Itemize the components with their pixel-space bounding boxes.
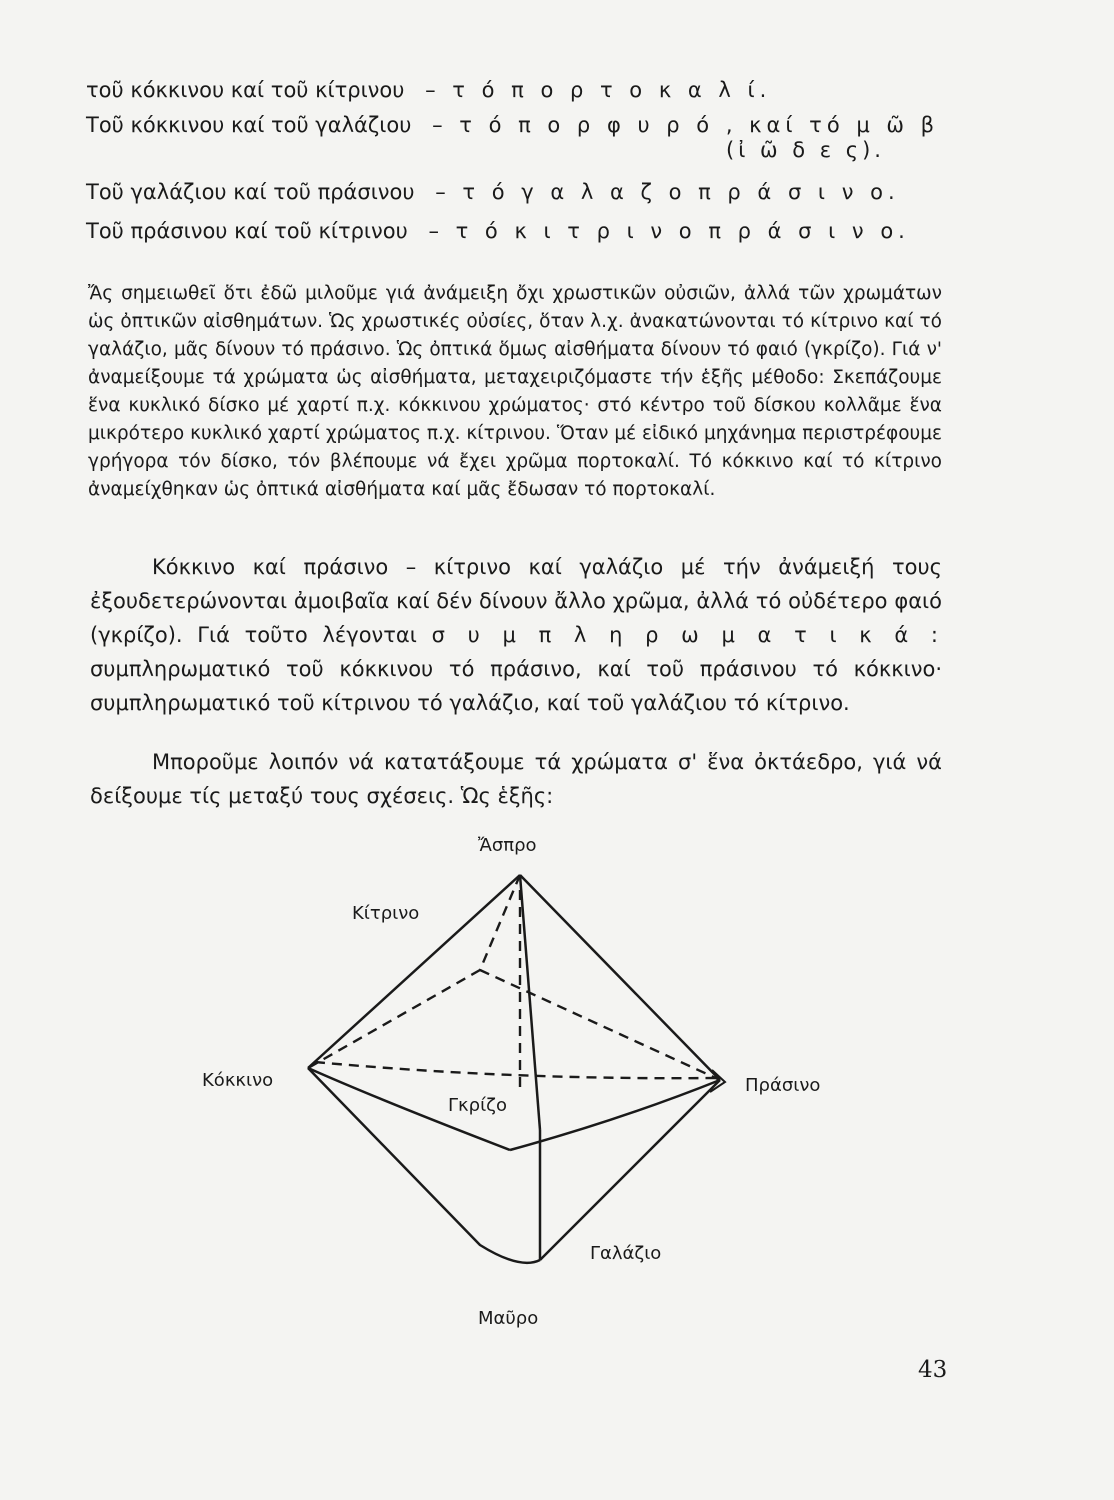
edge-blue-green [510,1080,720,1150]
page-number: 43 [918,1357,948,1383]
edge-red-green-dashed [315,1062,715,1078]
mixture-line-bluegreen [86,180,900,204]
complementary-text: Κόκκινο καί πράσινο – κίτρινο καί γαλάζιο μέ τήν ἀνάμειξή τους ἐξουδετερώνονται ἀμοιβαῖα καί δέν δίνουν ἄλλο χρῶμα, ἀλλά τό οὐδέτερο φαιό (γκρίζο). Γιά τοῦτο λέγονται [90,555,942,647]
label-black: Μαῦρο [478,1308,539,1329]
mixture-line-orange [86,78,771,102]
label-blue: Γαλάζιο [590,1243,662,1264]
mixture-result: – τ ό π ο ρ φ υ ρ ό , καί τό μ ῶ β [432,113,940,137]
edge-white-green [520,875,720,1080]
label-gray: Γκρίζο [448,1095,507,1116]
label-yellow: Κίτρινο [352,903,420,924]
octahedron-paragraph: Μποροῦμε λοιπόν νά κατατάξουμε τά χρώματα σ' ἕνα ὀκτάεδρο, γιά νά δείξουμε τίς μεταξύ τους σχέσεις. Ὡς ἑξῆς: [90,750,942,808]
mixture-line-yellowgreen [86,219,910,243]
complementary-term: σ υ μ π λ η ρ ω μ α τ ι κ ά : [431,623,942,647]
edge-white-blue [520,875,540,1130]
mixture-colors: Τοῦ κόκκινου καί τοῦ γαλάζιου [86,113,412,137]
mixture-colors: τοῦ κόκκινου καί τοῦ κίτρινου [86,78,405,102]
mixture-colors: Τοῦ γαλάζιου καί τοῦ πράσινου [86,180,415,204]
mixture-line-purple [86,113,939,137]
edge-yellow-green-dashed [480,970,720,1080]
label-white: Ἄσπρο [478,835,537,856]
label-green: Πράσινο [745,1075,821,1096]
mauve-note: (ἰ ῶ δ ε ς). [726,138,885,162]
edge-green-black [540,1080,720,1260]
note-paragraph: Ἄς σημειωθεῖ ὅτι ἐδῶ μιλοῦμε γιά ἀνάμειξη ὄχι χρωστικῶν οὐσιῶν, ἀλλά τῶν χρωμάτων ὡς ὀπτικῶν αἰσθημάτων. Ὡς χρωστικές οὐσίες, ὅταν λ.χ. ἀνακατώνονται τό κίτρινο καί τό γαλάζιο, μᾶς δίνουν τό πράσινο. Ὡς ὀπτικά ὅμως αἰσθήματα δίνουν τό φαιό (γκρίζο). Γιά ν' ἀναμείξουμε τά χρώματα ὡς αἰσθήματα, μεταχειριζόμαστε τήν ἑξῆς μέθοδο: Σκεπάζουμε ἕνα κυκλικό δίσκο μέ χαρτί π.χ. κόκκινου χρώματος· στό κέντρο τοῦ δίσκου κολλᾶμε ἕνα μικρότερο κυκλικό χαρτί χρώματος π.χ. κίτρινου. Ὅταν μέ εἰδικό μηχάνημα περιστρέφουμε γρήγορα τόν δίσκο, τόν βλέπουμε νά ἔχει χρῶμα πορτοκαλί. Τό κόκκινο καί τό κίτρινο ἀναμείχθηκαν ὡς ὀπτικά αἰσθήματα καί μᾶς ἔδωσαν τό πορτοκαλί. [88,283,942,500]
mixture-result: – τ ό γ α λ α ζ ο π ρ ά σ ι ν ο. [435,180,900,204]
mixture-colors: Τοῦ πράσινου καί τοῦ κίτρινου [86,219,408,243]
edge-yellow-red-dashed [308,970,480,1068]
edge-white-yellow-dashed [480,875,520,970]
label-red: Κόκκινο [202,1070,274,1091]
mixture-result: – τ ό κ ι τ ρ ι ν ο π ρ ά σ ι ν ο. [428,219,910,243]
mixture-result: – τ ό π ο ρ τ ο κ α λ ί. [425,78,772,102]
octahedron-diagram [180,830,900,1340]
complementary-paragraph [90,550,942,720]
complementary-rest: συμπληρωματικό τοῦ κόκκινου τό πράσινο, καί τοῦ πράσινου τό κόκκινο· συμπληρωματικό τοῦ κίτρινου τό γαλάζιο, καί τοῦ γαλάζιου τό κίτρινο. [90,657,942,715]
